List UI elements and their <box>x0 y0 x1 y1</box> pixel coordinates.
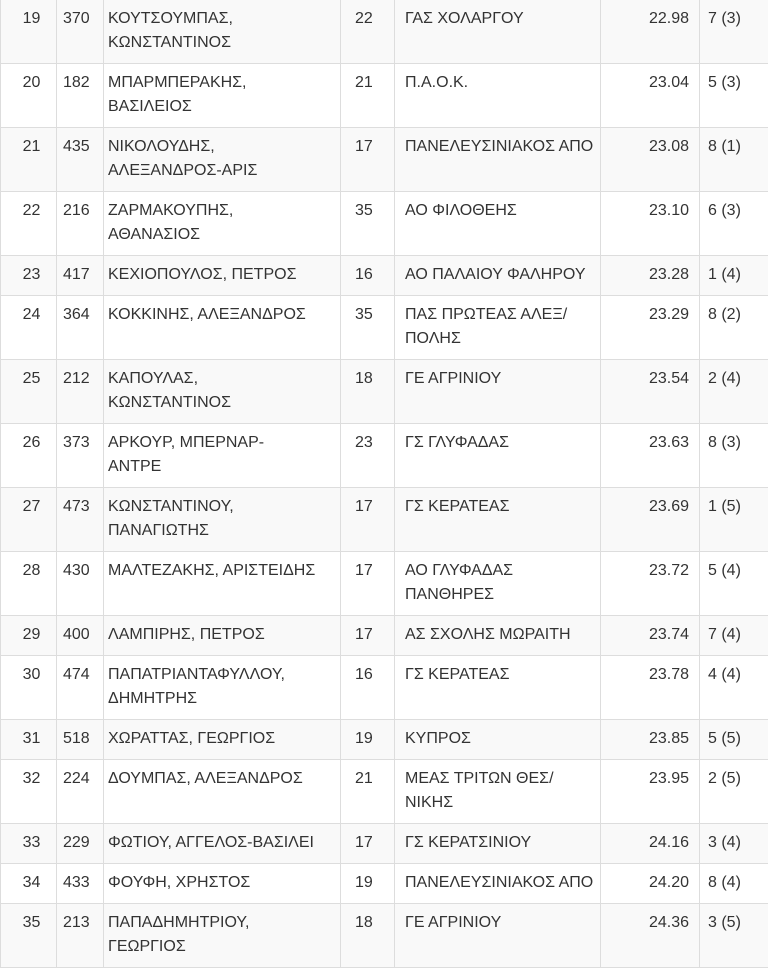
time-cell: 24.36 <box>601 904 700 968</box>
club-cell <box>395 424 601 488</box>
bib-number-cell: 518 <box>57 720 104 760</box>
athlete-name-cell <box>104 720 341 760</box>
bib-number-cell: 435 <box>57 128 104 192</box>
time-cell: 23.29 <box>601 296 700 360</box>
athlete-name-cell <box>104 256 341 296</box>
bib-number-cell: 212 <box>57 360 104 424</box>
club-line: ΠΑΝΕΛΕΥΣΙΝΙΑΚΟΣ ΑΠΟ <box>405 135 590 159</box>
bib-number-cell: 364 <box>57 296 104 360</box>
athlete-name-cell <box>104 760 341 824</box>
club-line: ΠΑΣ ΠΡΩΤΕΑΣ ΑΛΕΞ/ <box>405 303 590 327</box>
athlete-name-line: ΑΛΕΞΑΝΔΡΟΣ-ΑΡΙΣ <box>108 159 336 183</box>
time-cell: 22.98 <box>601 0 700 64</box>
club-line: ΝΙΚΗΣ <box>405 791 590 815</box>
club-line: ΓΕ ΑΓΡΙΝΙΟΥ <box>405 367 590 391</box>
birth-year-cell: 19 <box>341 864 395 904</box>
athlete-name-line: ΠΑΠΑΔΗΜΗΤΡΙΟΥ, <box>108 911 336 935</box>
heat-lane-cell: 7 (4) <box>700 616 768 656</box>
club-cell <box>395 296 601 360</box>
athlete-name-line: ΠΑΝΑΓΙΩΤΗΣ <box>108 519 336 543</box>
heat-lane-cell: 8 (1) <box>700 128 768 192</box>
athlete-name-cell <box>104 864 341 904</box>
time-cell: 23.72 <box>601 552 700 616</box>
heat-lane-cell: 8 (4) <box>700 864 768 904</box>
birth-year-cell: 18 <box>341 904 395 968</box>
rank-cell: 23 <box>1 256 57 296</box>
athlete-name-cell <box>104 616 341 656</box>
athlete-name-line: ΝΙΚΟΛΟΥΔΗΣ, <box>108 135 336 159</box>
table-row <box>1 256 768 296</box>
club-cell <box>395 488 601 552</box>
bib-number-cell: 373 <box>57 424 104 488</box>
birth-year-cell: 17 <box>341 616 395 656</box>
athlete-name-line: ΔΟΥΜΠΑΣ, ΑΛΕΞΑΝΔΡΟΣ <box>108 767 336 791</box>
rank-cell: 25 <box>1 360 57 424</box>
time-cell: 23.54 <box>601 360 700 424</box>
heat-lane-cell: 4 (4) <box>700 656 768 720</box>
heat-lane-cell: 6 (3) <box>700 192 768 256</box>
birth-year-cell: 17 <box>341 824 395 864</box>
club-cell <box>395 192 601 256</box>
heat-lane-cell: 5 (5) <box>700 720 768 760</box>
athlete-name-cell <box>104 360 341 424</box>
time-cell: 23.63 <box>601 424 700 488</box>
time-cell: 24.16 <box>601 824 700 864</box>
time-cell: 23.28 <box>601 256 700 296</box>
bib-number-cell: 417 <box>57 256 104 296</box>
club-cell <box>395 864 601 904</box>
rank-cell: 34 <box>1 864 57 904</box>
athlete-name-line: ΖΑΡΜΑΚΟΥΠΗΣ, <box>108 199 336 223</box>
athlete-name-line: ΚΟΚΚΙΝΗΣ, ΑΛΕΞΑΝΔΡΟΣ <box>108 303 336 327</box>
rank-cell: 26 <box>1 424 57 488</box>
rank-cell: 22 <box>1 192 57 256</box>
table-row <box>1 720 768 760</box>
club-cell <box>395 0 601 64</box>
athlete-name-line: ΔΗΜΗΤΡΗΣ <box>108 687 336 711</box>
athlete-name-cell <box>104 424 341 488</box>
rank-cell: 19 <box>1 0 57 64</box>
athlete-name-line: ΦΟΥΦΗ, ΧΡΗΣΤΟΣ <box>108 871 336 895</box>
birth-year-cell: 21 <box>341 64 395 128</box>
table-row <box>1 424 768 488</box>
heat-lane-cell: 7 (3) <box>700 0 768 64</box>
athlete-name-cell <box>104 296 341 360</box>
heat-lane-cell: 3 (4) <box>700 824 768 864</box>
rank-cell: 31 <box>1 720 57 760</box>
results-body <box>1 0 768 968</box>
athlete-name-line: ΜΠΑΡΜΠΕΡΑΚΗΣ, <box>108 71 336 95</box>
athlete-name-line: ΛΑΜΠΙΡΗΣ, ΠΕΤΡΟΣ <box>108 623 336 647</box>
club-cell <box>395 760 601 824</box>
athlete-name-line: ΚΟΥΤΣΟΥΜΠΑΣ, <box>108 7 336 31</box>
time-cell: 24.20 <box>601 864 700 904</box>
club-line: ΑΟ ΦΙΛΟΘΕΗΣ <box>405 199 590 223</box>
bib-number-cell: 229 <box>57 824 104 864</box>
table-row <box>1 488 768 552</box>
club-cell <box>395 656 601 720</box>
heat-lane-cell: 3 (5) <box>700 904 768 968</box>
athlete-name-cell <box>104 488 341 552</box>
heat-lane-cell: 1 (5) <box>700 488 768 552</box>
birth-year-cell: 17 <box>341 552 395 616</box>
athlete-name-line: ΚΑΠΟΥΛΑΣ, <box>108 367 336 391</box>
table-row <box>1 0 768 64</box>
heat-lane-cell: 5 (3) <box>700 64 768 128</box>
club-line: Π.Α.Ο.Κ. <box>405 71 590 95</box>
table-row <box>1 296 768 360</box>
time-cell: 23.95 <box>601 760 700 824</box>
club-cell <box>395 64 601 128</box>
table-row <box>1 552 768 616</box>
time-cell: 23.69 <box>601 488 700 552</box>
club-line: ΚΥΠΡΟΣ <box>405 727 590 751</box>
athlete-name-line: ΓΕΩΡΓΙΟΣ <box>108 935 336 959</box>
athlete-name-cell <box>104 904 341 968</box>
bib-number-cell: 400 <box>57 616 104 656</box>
athlete-name-line: ΜΑΛΤΕΖΑΚΗΣ, ΑΡΙΣΤΕΙΔΗΣ <box>108 559 336 583</box>
time-cell: 23.85 <box>601 720 700 760</box>
heat-lane-cell: 8 (3) <box>700 424 768 488</box>
table-row <box>1 192 768 256</box>
athlete-name-line: ΠΑΠΑΤΡΙΑΝΤΑΦΥΛΛΟΥ, <box>108 663 336 687</box>
club-line: ΠΑΝΕΛΕΥΣΙΝΙΑΚΟΣ ΑΠΟ <box>405 871 590 895</box>
athlete-name-cell <box>104 192 341 256</box>
table-row <box>1 904 768 968</box>
athlete-name-line: ΧΩΡΑΤΤΑΣ, ΓΕΩΡΓΙΟΣ <box>108 727 336 751</box>
table-row <box>1 824 768 864</box>
rank-cell: 20 <box>1 64 57 128</box>
club-line: ΠΟΛΗΣ <box>405 327 590 351</box>
athlete-name-line: ΚΩΝΣΤΑΝΤΙΝΟΥ, <box>108 495 336 519</box>
athlete-name-line: ΚΩΝΣΤΑΝΤΙΝΟΣ <box>108 31 336 55</box>
athlete-name-cell <box>104 656 341 720</box>
club-line: ΓΣ ΚΕΡΑΤΕΑΣ <box>405 495 590 519</box>
club-line: ΜΕΑΣ ΤΡΙΤΩΝ ΘΕΣ/ <box>405 767 590 791</box>
club-cell <box>395 824 601 864</box>
club-cell <box>395 616 601 656</box>
rank-cell: 27 <box>1 488 57 552</box>
time-cell: 23.78 <box>601 656 700 720</box>
club-cell <box>395 552 601 616</box>
table-row <box>1 864 768 904</box>
birth-year-cell: 35 <box>341 296 395 360</box>
rank-cell: 28 <box>1 552 57 616</box>
athlete-name-line: ΚΩΝΣΤΑΝΤΙΝΟΣ <box>108 391 336 415</box>
bib-number-cell: 216 <box>57 192 104 256</box>
birth-year-cell: 18 <box>341 360 395 424</box>
club-cell <box>395 360 601 424</box>
bib-number-cell: 213 <box>57 904 104 968</box>
rank-cell: 29 <box>1 616 57 656</box>
athlete-name-cell <box>104 552 341 616</box>
heat-lane-cell: 2 (4) <box>700 360 768 424</box>
athlete-name-line: ΚΕΧΙΟΠΟΥΛΟΣ, ΠΕΤΡΟΣ <box>108 263 336 287</box>
birth-year-cell: 16 <box>341 256 395 296</box>
heat-lane-cell: 8 (2) <box>700 296 768 360</box>
bib-number-cell: 473 <box>57 488 104 552</box>
club-cell <box>395 720 601 760</box>
bib-number-cell: 370 <box>57 0 104 64</box>
athlete-name-cell <box>104 64 341 128</box>
club-line: ΑΣ ΣΧΟΛΗΣ ΜΩΡΑΙΤΗ <box>405 623 590 647</box>
birth-year-cell: 17 <box>341 128 395 192</box>
rank-cell: 30 <box>1 656 57 720</box>
rank-cell: 33 <box>1 824 57 864</box>
time-cell: 23.74 <box>601 616 700 656</box>
bib-number-cell: 224 <box>57 760 104 824</box>
club-line: ΓΣ ΓΛΥΦΑΔΑΣ <box>405 431 590 455</box>
athlete-name-line: ΒΑΣΙΛΕΙΟΣ <box>108 95 336 119</box>
rank-cell: 32 <box>1 760 57 824</box>
athlete-name-line: ΑΡΚΟΥΡ, ΜΠΕΡΝΑΡ- <box>108 431 336 455</box>
bib-number-cell: 182 <box>57 64 104 128</box>
birth-year-cell: 19 <box>341 720 395 760</box>
athlete-name-cell <box>104 0 341 64</box>
table-row <box>1 760 768 824</box>
birth-year-cell: 23 <box>341 424 395 488</box>
club-line: ΓΣ ΚΕΡΑΤΣΙΝΙΟΥ <box>405 831 590 855</box>
athlete-name-cell <box>104 128 341 192</box>
club-line: ΑΟ ΠΑΛΑΙΟΥ ΦΑΛΗΡΟΥ <box>405 263 590 287</box>
birth-year-cell: 17 <box>341 488 395 552</box>
table-row <box>1 616 768 656</box>
bib-number-cell: 474 <box>57 656 104 720</box>
club-cell <box>395 904 601 968</box>
club-line: ΓΑΣ ΧΟΛΑΡΓΟΥ <box>405 7 590 31</box>
club-cell <box>395 128 601 192</box>
athlete-name-line: ΑΘΑΝΑΣΙΟΣ <box>108 223 336 247</box>
time-cell: 23.08 <box>601 128 700 192</box>
rank-cell: 35 <box>1 904 57 968</box>
club-line: ΑΟ ΓΛΥΦΑΔΑΣ <box>405 559 590 583</box>
birth-year-cell: 22 <box>341 0 395 64</box>
athlete-name-cell <box>104 824 341 864</box>
heat-lane-cell: 1 (4) <box>700 256 768 296</box>
rank-cell: 24 <box>1 296 57 360</box>
club-line: ΠΑΝΘΗΡΕΣ <box>405 583 590 607</box>
bib-number-cell: 433 <box>57 864 104 904</box>
club-line: ΓΣ ΚΕΡΑΤΕΑΣ <box>405 663 590 687</box>
table-row <box>1 64 768 128</box>
time-cell: 23.04 <box>601 64 700 128</box>
heat-lane-cell: 2 (5) <box>700 760 768 824</box>
table-row <box>1 128 768 192</box>
athlete-name-line: ΦΩΤΙΟΥ, ΑΓΓΕΛΟΣ-ΒΑΣΙΛΕΙ <box>108 831 336 855</box>
bib-number-cell: 430 <box>57 552 104 616</box>
rank-cell: 21 <box>1 128 57 192</box>
athlete-name-line: ΑΝΤΡΕ <box>108 455 336 479</box>
birth-year-cell: 35 <box>341 192 395 256</box>
table-row <box>1 656 768 720</box>
birth-year-cell: 21 <box>341 760 395 824</box>
heat-lane-cell: 5 (4) <box>700 552 768 616</box>
club-cell <box>395 256 601 296</box>
club-line: ΓΕ ΑΓΡΙΝΙΟΥ <box>405 911 590 935</box>
table-row <box>1 360 768 424</box>
time-cell: 23.10 <box>601 192 700 256</box>
birth-year-cell: 16 <box>341 656 395 720</box>
